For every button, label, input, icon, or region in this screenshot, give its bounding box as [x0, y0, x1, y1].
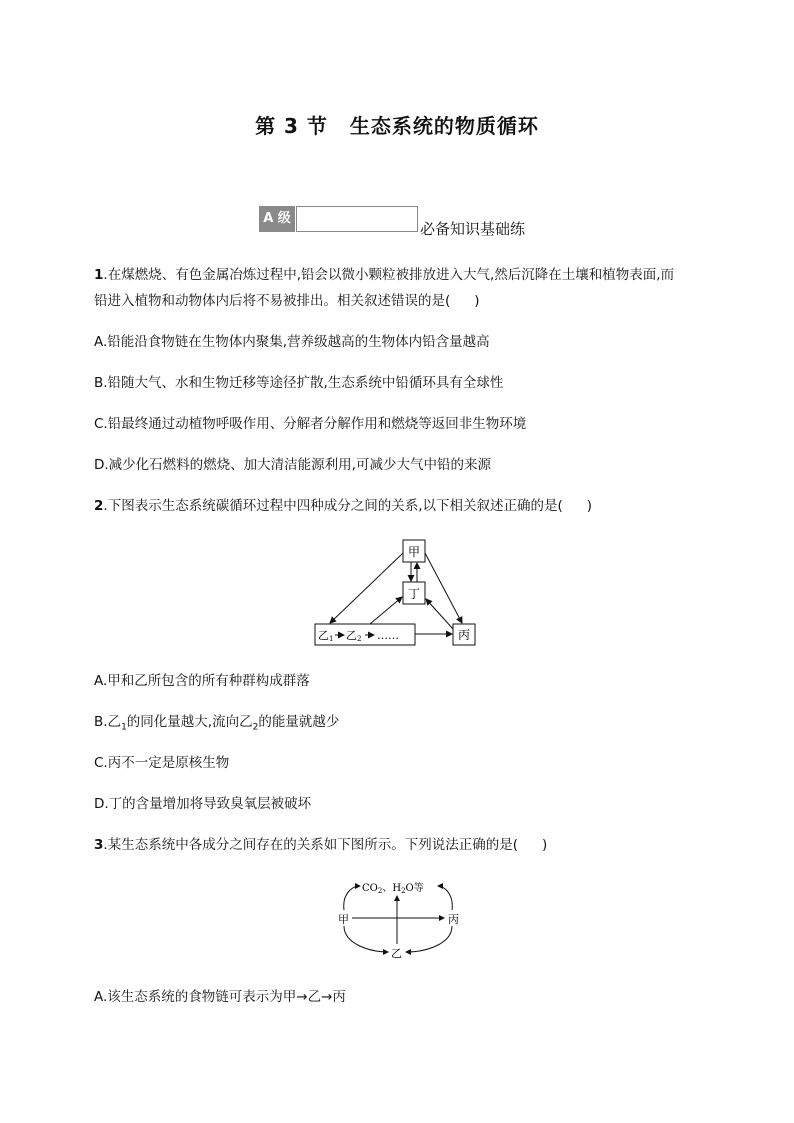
- label-yi2: 乙2: [346, 629, 362, 643]
- arrow-bing-ding: [426, 599, 453, 629]
- label-yi3: 乙: [391, 947, 402, 960]
- q3-option-a: A.该生态系统的食物链可表示为甲→乙→丙: [94, 989, 346, 1005]
- level-box: [296, 206, 418, 232]
- arrow-yi-ding: [370, 597, 402, 624]
- section-number: 第 3 节: [255, 114, 328, 138]
- q1-number: 1: [94, 267, 104, 283]
- label-bing3: 丙: [448, 913, 459, 926]
- q1-stem-line2: 铅进入植物和动物体内后将不易被排出。相关叙述错误的是( ): [94, 293, 480, 309]
- q3-stem: 3.某生态系统中各成分之间存在的关系如下图所示。下列说法正确的是( ): [94, 837, 548, 853]
- q1-option-b: B.铅随大气、水和生物迁移等途径扩散,生态系统中铅循环具有全球性: [94, 375, 504, 391]
- label-yi1: 乙1: [318, 629, 334, 643]
- q1-stem-line1: 1.在煤燃烧、有色金属冶炼过程中,铅会以微小颗粒被排放进入大气,然后沉降在土壤和植物表面,而: [94, 267, 675, 283]
- arrow-bing-yi-3: [406, 926, 452, 952]
- q2-stem: 2.下图表示生态系统碳循环过程中四种成分之间的关系,以下相关叙述正确的是( ): [94, 498, 593, 514]
- section-name: 生态系统的物质循环: [349, 114, 539, 138]
- q2-number: 2: [94, 498, 104, 514]
- ecosystem-diagram: [330, 872, 470, 962]
- q2-option-d: D.丁的含量增加将导致臭氧层被破坏: [94, 796, 312, 812]
- q1-option-a: A.铅能沿食物链在生物体内聚集,营养级越高的生物体内铅含量越高: [94, 334, 490, 350]
- level-name: 必备知识基础练: [420, 220, 526, 238]
- q3-number: 3: [94, 837, 104, 853]
- label-bing: 丙: [457, 628, 471, 642]
- arrow-jia-co2: [344, 886, 360, 910]
- q1-option-d: D.减少化石燃料的燃烧、加大清洁能源利用,可减少大气中铅的来源: [94, 457, 491, 473]
- arrow-jia-yi-3: [344, 926, 388, 952]
- q1-option-c: C.铅最终通过动植物呼吸作用、分解者分解作用和燃烧等返回非生物环境: [94, 416, 527, 432]
- label-jia3: 甲: [338, 913, 349, 926]
- carbon-cycle-diagram: [310, 535, 490, 650]
- q2-option-a: A.甲和乙所包含的所有种群构成群落: [94, 673, 310, 689]
- arrow-bing-co2: [438, 886, 452, 910]
- label-ding: 丁: [407, 587, 421, 601]
- q2-option-b: B.乙$_1$的同化量越大,流向乙$_2$的能量就越少: [94, 714, 340, 733]
- q2-option-c: C.丙不一定是原核生物: [94, 755, 230, 771]
- page-title: [0, 110, 794, 139]
- label-co2-h2o: $CO_2$、$H_2O$等: [362, 883, 424, 895]
- label-dots: ……: [377, 629, 399, 642]
- level-badge: A 级: [259, 206, 295, 232]
- label-jia: 甲: [407, 545, 421, 559]
- arrow-jia-yi: [330, 553, 403, 623]
- arrow-jia-bing: [425, 553, 462, 623]
